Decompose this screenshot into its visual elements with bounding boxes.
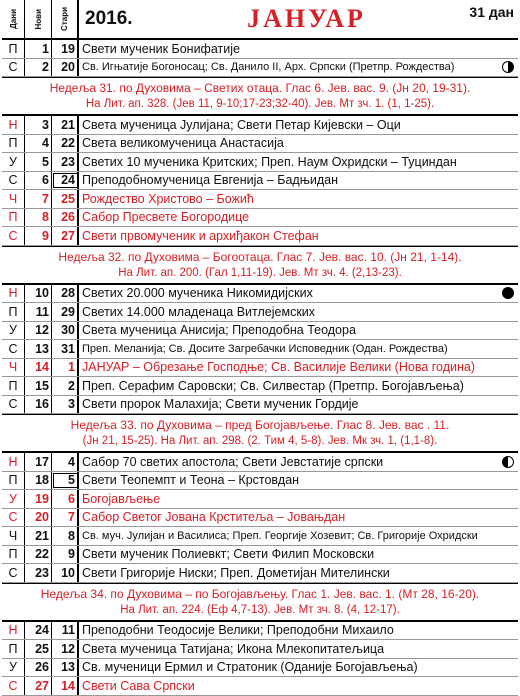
new-date: 2 [25,59,52,77]
saint-text [79,622,518,640]
new-date: 17 [25,453,52,471]
old-date: 14 [52,677,79,695]
day-row [2,677,518,696]
old-date: 22 [52,135,79,153]
old-date: 21 [52,116,79,134]
saint-text [79,172,518,190]
day-row [2,453,518,472]
day-row [2,135,518,154]
weekday-letter: П [2,40,25,58]
saint-text-content: Преп. Меланија; Св. Досите Загребачки Исповедник (Одан. Рождества) [82,342,448,355]
calendar-header [2,0,518,40]
old-date: 6 [52,490,79,508]
weekday-letter: Ч [2,359,25,377]
new-date: 22 [25,546,52,564]
old-date: 27 [52,227,79,245]
weekday-letter: П [2,640,25,658]
sunday-reading-line-2: На Лит. ап. 328. (Јев 11, 9-10;17-23;32-40). Јев. Мт зч. 1. (1, 1-25). [85,98,435,110]
saint-text [79,453,518,471]
weekday-letter: У [2,659,25,677]
new-date: 1 [25,40,52,58]
saint-text [79,303,518,321]
saint-text [79,40,518,58]
sunday-reading-line-1: Недеља 31. по Духовима – Светих отаца. Глас 6. Јев. вас. 9. (Јн 20, 19-31). [49,81,471,95]
weekday-letter: С [2,227,25,245]
saint-text-content: Светих 14.000 младенаца Витлејемских [82,304,316,319]
weekday-letter: Ч [2,527,25,545]
saint-text [79,227,518,245]
weekday-letter: С [2,564,25,582]
saint-text-content: Св. муч. Јулијан и Василиса; Преп. Георгије Хозевит; Св. Григорије Охридски [82,529,478,542]
sunday-reading-line-2: На Лит. ап. 224. (Еф 4,7-13). Јев. Мт зч. 8. (4, 12-17). [120,603,400,616]
saint-text-content: Преподобни Теодосије Велики; Преподобни Михаило [82,623,394,638]
day-row [2,359,518,378]
header-new-column [25,0,52,38]
saint-text-content: Сабор Пресвете Богородице [82,210,250,225]
weekday-letter: П [2,546,25,564]
new-date: 19 [25,490,52,508]
old-date: 9 [52,546,79,564]
month-title: ЈАНУАР [247,4,366,33]
calendar [2,0,518,696]
new-date: 14 [25,359,52,377]
new-date: 8 [25,209,52,227]
new-date: 4 [25,135,52,153]
new-date: 23 [25,564,52,582]
saint-text-content: Св. Игњатије Богоносац; Св. Данило II, Арх. Српски (Претпр. Рождества) [82,61,455,74]
new-date: 25 [25,640,52,658]
weekday-letter: С [2,677,25,695]
new-date: 6 [25,172,52,190]
saint-text [79,359,518,377]
day-row [2,59,518,78]
weekday-letter: Ч [2,190,25,208]
saint-text [79,153,518,171]
header-days-column [2,0,25,38]
weekday-letter: Н [2,116,25,134]
weekday-letter: С [2,396,25,414]
sunday-reading [2,583,518,622]
new-date: 5 [25,153,52,171]
day-row [2,227,518,246]
day-row [2,527,518,546]
saint-text-content: Преподобномученица Евгенија – Бадњидан [82,173,338,188]
saint-text [79,340,518,358]
day-row [2,622,518,641]
saint-text-content: Света великомученица Анастасија [82,136,284,151]
new-date: 3 [25,116,52,134]
new-date: 24 [25,622,52,640]
new-date: 27 [25,677,52,695]
saint-text [79,377,518,395]
full-moon-icon [502,287,514,299]
sunday-reading-line-1: Недеља 33. по Духовима – пред Богојављење. Глас 8. Јев. вас . 11. [70,418,450,432]
new-date: 11 [25,303,52,321]
day-row [2,640,518,659]
weekday-letter: Н [2,622,25,640]
first-quarter-moon-icon [502,61,514,73]
new-date: 20 [25,509,52,527]
sunday-reading [2,246,518,285]
old-column-label: Стари [60,7,69,31]
saint-text [79,659,518,677]
old-date: 13 [52,659,79,677]
old-date: 25 [52,190,79,208]
saint-text-content: Свети Григорије Ниски; Преп. Дометијан Мителински [82,565,390,580]
saint-text-content: Света мученица Анисија; Преподобна Теодора [82,323,356,338]
day-row [2,340,518,359]
weekday-letter: У [2,153,25,171]
day-row [2,546,518,565]
old-date: 30 [52,322,79,340]
saint-text [79,209,518,227]
old-date: 23 [52,153,79,171]
day-row [2,472,518,491]
days-column-label: Дани [8,9,18,29]
day-row [2,116,518,135]
old-date: 5 [52,472,79,490]
weekday-letter: С [2,59,25,77]
old-date: 20 [52,59,79,77]
saint-text [79,116,518,134]
saint-text-content: Свети мученик Полиевкт; Свети Филип Московски [82,547,375,562]
saint-text-content: Рождество Христово – Божић [82,191,254,206]
weekday-letter: У [2,490,25,508]
saint-text [79,490,518,508]
new-date: 18 [25,472,52,490]
calendar-body [2,40,518,696]
weekday-letter: С [2,172,25,190]
day-row [2,190,518,209]
day-row [2,40,518,59]
saint-text-content: Сабор Светог Јована Крститеља – Јовањдан [82,510,346,525]
old-date: 3 [52,396,79,414]
day-row [2,322,518,341]
day-row [2,285,518,304]
days-count: 31 дан [469,4,514,20]
saint-text-content: Свети Сава Српски [82,678,195,693]
saint-text-content: Света мученица Јулијана; Свети Петар Кијевски – Оци [82,117,401,132]
weekday-letter: П [2,209,25,227]
sunday-reading-line-2: На Лит. ап. 200. (Гал 1,11-19). Јев. Мт зч. 4. (2,13-23). [118,266,402,279]
saint-text [79,190,518,208]
new-date: 26 [25,659,52,677]
new-date: 16 [25,396,52,414]
day-row [2,659,518,678]
saint-text [79,322,518,340]
weekday-letter: Н [2,453,25,471]
new-date: 21 [25,527,52,545]
day-row [2,490,518,509]
saint-text [79,396,518,414]
old-date: 2 [52,377,79,395]
weekday-letter: П [2,472,25,490]
new-date: 12 [25,322,52,340]
old-date: 29 [52,303,79,321]
new-date: 15 [25,377,52,395]
saint-text-content: Света мученица Татијана; Икона Млекопитатељица [82,641,385,656]
weekday-letter: С [2,340,25,358]
weekday-letter: П [2,135,25,153]
year-label: 2016. [85,8,133,29]
old-date: 19 [52,40,79,58]
old-date: 4 [52,453,79,471]
old-date: 1 [52,359,79,377]
saint-text [79,509,518,527]
saint-text-content: Преп. Серафим Саровски; Св. Силвестар (Претпр. Богојављења) [82,378,464,393]
old-date: 26 [52,209,79,227]
saint-text-content: Светих 10 мученика Критских; Преп. Наум Охридски – Туциндан [82,154,457,169]
day-row [2,377,518,396]
saint-text [79,677,518,695]
saint-text [79,527,518,545]
day-row [2,509,518,528]
sunday-reading-line-2: (Јн 21, 15-25). На Лит. ап. 298. (2. Тим 4, 5-8). Јев. Мк зч. 1, (1,1-8). [82,435,438,447]
new-column-label: Нови [33,8,43,30]
header-old-column [52,0,79,38]
saint-text-content: Свети мученик Бонифатије [82,41,240,56]
old-date: 31 [52,340,79,358]
day-row [2,209,518,228]
day-row [2,153,518,172]
new-date: 13 [25,340,52,358]
saint-text-content: Свети пророк Малахија; Свети мученик Гордије [82,397,359,412]
saint-text-content: Св. мученици Ермил и Стратоник (Оданије Богојављења) [82,660,418,675]
day-row [2,396,518,415]
day-row [2,172,518,191]
old-date: 12 [52,640,79,658]
saint-text [79,472,518,490]
old-date: 11 [52,622,79,640]
sunday-reading-line-1: Недеља 34. по Духовима – по Богојављењу. Глас 1. Јев. вас. 1. (Мт 28, 16-20). [40,586,480,601]
weekday-letter: П [2,303,25,321]
old-date: 10 [52,564,79,582]
saint-text [79,285,518,303]
sunday-reading-line-1: Недеља 32. по Духовима – Богоотаца. Глас 7. Јев. вас. 10. (Јн 21, 1-14). [58,249,462,264]
weekday-letter: У [2,322,25,340]
new-date: 10 [25,285,52,303]
old-date: 28 [52,285,79,303]
saint-text-content: ЈАНУАР – Обрезање Господње; Св. Василије Велики (Нова година) [82,360,476,375]
old-date: 8 [52,527,79,545]
weekday-letter: П [2,377,25,395]
saint-text-content: Свети првомученик и архиђакон Стефан [82,228,319,243]
old-date: 7 [52,509,79,527]
day-row [2,303,518,322]
saint-text-content: Богојављење [82,491,161,506]
saint-text-content: Сабор 70 светих апостола; Свети Јевстатије српски [82,454,384,469]
saint-text [79,546,518,564]
saint-text-content: Свети Теопемпт и Теона – Крстовдан [82,473,300,488]
saint-text [79,135,518,153]
new-date: 7 [25,190,52,208]
saint-text [79,640,518,658]
new-date: 9 [25,227,52,245]
weekday-letter: Н [2,285,25,303]
last-quarter-moon-icon [502,456,514,468]
sunday-reading [2,77,518,116]
old-date: 24 [52,172,79,190]
saint-text [79,59,518,77]
sunday-reading [2,414,518,453]
saint-text [79,564,518,582]
weekday-letter: С [2,509,25,527]
saint-text-content: Светих 20.000 мученика Никомидијских [82,286,313,301]
day-row [2,564,518,583]
